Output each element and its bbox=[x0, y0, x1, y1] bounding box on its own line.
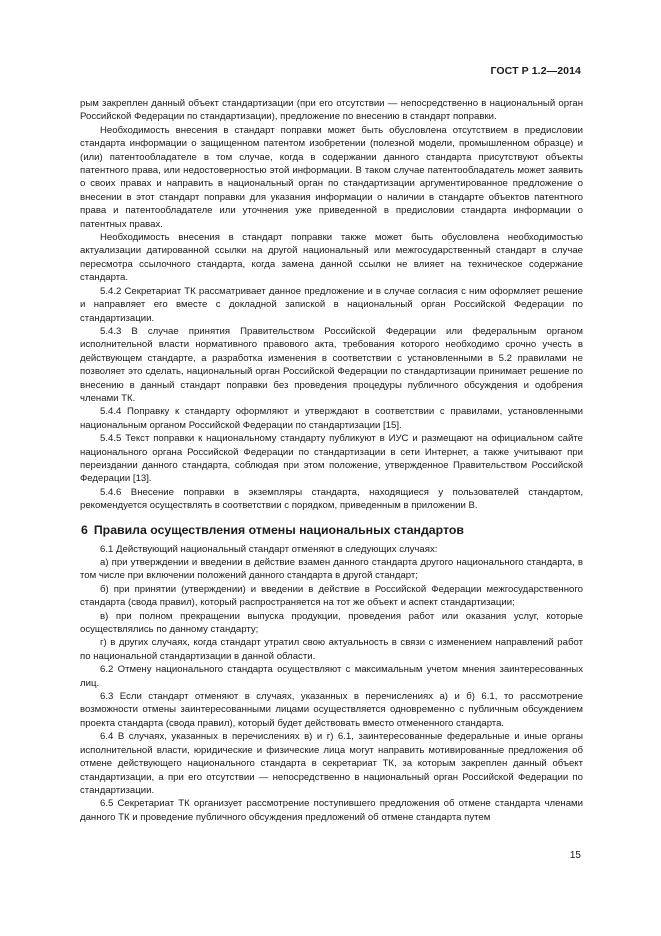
section-title: Правила осуществления отмены национальных стандартов bbox=[93, 522, 464, 537]
paragraph: 5.4.5 Текст поправки к национальному стандарту публикуют в ИУС и размещают на официальном сайте национального органа Российской Федерации по стандартизации в сети Интернет, а также учитывают при переиздании данного стандарта, соблюдая при этом положение, утвержденное Правительством Российской Федерации [13]. bbox=[80, 433, 583, 485]
section-number: 6 bbox=[81, 522, 88, 537]
document-code: ГОСТ Р 1.2—2014 bbox=[490, 65, 581, 77]
paragraph: Необходимость внесения в стандарт поправки может быть обусловлена отсутствием в предисловии стандарта информации о защищенном патентом изобретении (полезной модели, промышленном образце) и (или) патентообладателе в том случае, когда в содержании данного стандарта присутствуют объекты патентного права, или недостоверностью этой информации. В таком случае патентообладатель может заявить о своих правах и направить в национальный орган по стандартизации аргументированное предложение о внесении в этот стандарт поправки для указания информации о наличии в стандарте объектов патентного права и патентообладателе или уточнения уже приведенной в предисловии стандарта информации о патентных правах. bbox=[80, 124, 583, 230]
document-body bbox=[80, 97, 583, 824]
paragraph: 5.4.2 Секретариат ТК рассматривает данное предложение и в случае согласия с ним оформляет решение и направляет его вместе с докладной запиской в национальный орган Российской Федерации по стандартизации. bbox=[80, 285, 583, 324]
section-heading bbox=[80, 522, 583, 538]
paragraph: 6.5 Секретариат ТК организует рассмотрение поступившего предложения об отмене стандарта членами данного ТК и проведение публичного обсуждения предложений об отмене стандарта путем bbox=[80, 798, 583, 823]
list-item: б) при принятии (утверждении) и введении в действие в Российской Федерации межгосударственного стандарта (свода правил), который распространяется на тот же объект и аспект стандартизации; bbox=[80, 583, 583, 609]
paragraph: 6.3 Если стандарт отменяют в случаях, указанных в перечислениях а) и б) 6.1, то рассмотрение возможности отмены заинтересованными лицами осуществляется одновременно с публичным обсуждением проекта стандарта (свода правил), который будет действовать вместо отмененного стандарта. bbox=[80, 691, 583, 729]
paragraph: 5.4.3 В случае принятия Правительством Российской Федерации или федеральным органом исполнительной власти нормативного правового акта, требования которого необходимо срочно учесть в действующем стандарте, а разработка изменения в соответствии с установленными в 5.2 правилами не позволяет это сделать, национальный орган Российской Федерации по стандартизации принимает решение по внесению в данный стандарт поправки без проведения процедуры публичного обсуждения и одобрения членами ТК. bbox=[80, 325, 583, 404]
paragraph: 6.4 В случаях, указанных в перечислениях в) и г) 6.1, заинтересованные федеральные и иные органы исполнительной власти, юридические и физические лица могут направить мотивированные предложения об отмене действующего национального стандарта в секретариат ТК, за которым закреплен данный объект стандартизации, а при его отсутствии — непосредственно в национальный орган Российской Федерации по стандартизации. bbox=[80, 731, 583, 796]
paragraph: 5.4.4 Поправку к стандарту оформляют и утверждают в соответствии с правилами, установленными национальным органом Российской Федерации по стандартизации [15]. bbox=[80, 406, 583, 431]
list-item: а) при утверждении и введении в действие взамен данного стандарта другого национального стандарта, в том числе при включении положений данного стандарта в другой стандарт; bbox=[80, 557, 583, 582]
section-paragraphs bbox=[80, 543, 583, 825]
top-paragraphs bbox=[80, 97, 583, 513]
paragraph: 6.1 Действующий национальный стандарт отменяют в следующих случаях: bbox=[100, 543, 438, 555]
page-number: 15 bbox=[569, 850, 581, 861]
paragraph: Необходимость внесения в стандарт поправки также может быть обусловлена необходимостью актуализации датированной ссылки на другой национальный или межгосударственный стандарт в случае пересмотра ссылочного стандарта, когда замена данной ссылки не влияет на техническое содержание стандарта. bbox=[80, 232, 583, 284]
paragraph: 5.4.6 Внесение поправки в экземпляры стандарта, находящиеся у пользователей стандартом, рекомендуется осуществлять в соответствии с порядком, приведенным в приложении В. bbox=[80, 486, 583, 512]
list-item: г) в других случаях, когда стандарт утратил свою актуальность в связи с изменением направлений работ по национальной стандартизации в данной области. bbox=[80, 637, 583, 662]
list-item: в) при полном прекращении выпуска продукции, проведения работ или оказания услуг, которые осуществлялись по данному стандарту; bbox=[80, 610, 583, 636]
paragraph: 6.2 Отмену национального стандарта осуществляют с максимальным учетом мнения заинтересованных лиц. bbox=[80, 664, 583, 689]
paragraph: рым закреплен данный объект стандартизации (при его отсутствии — непосредственно в национальный орган Российской Федерации по стандартизации), предложение по внесению в стандарт поправки. bbox=[80, 98, 583, 123]
